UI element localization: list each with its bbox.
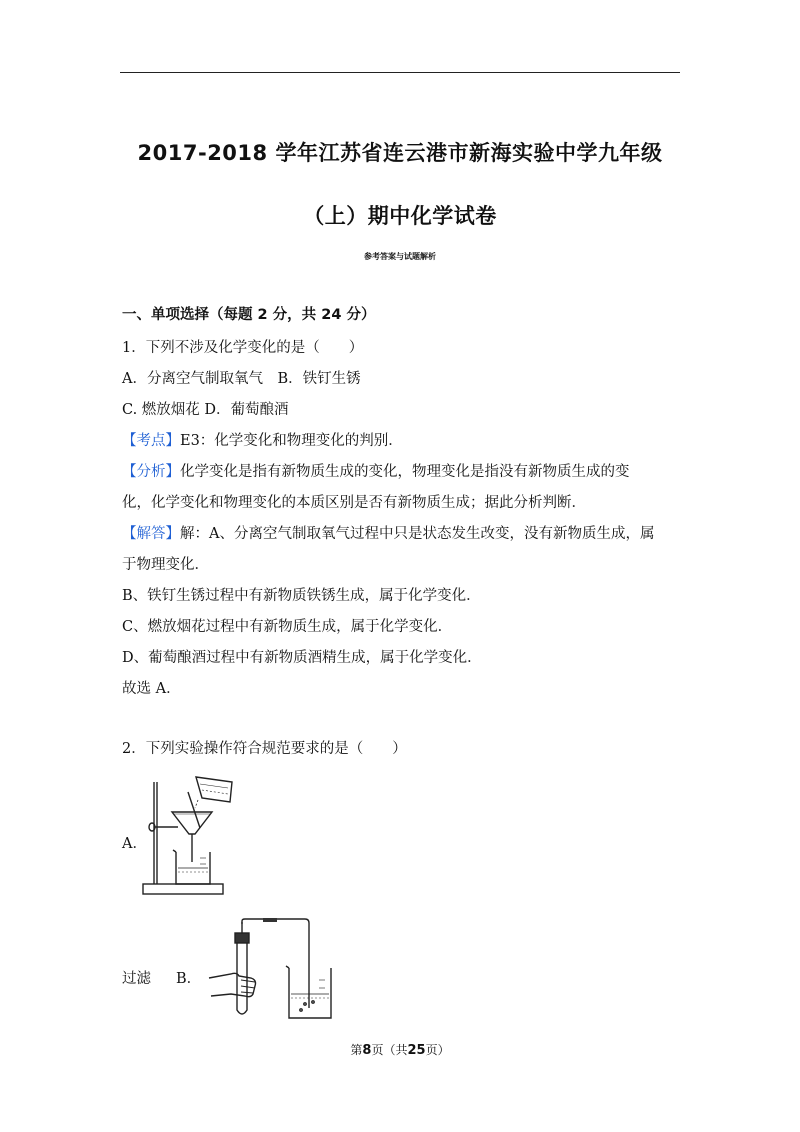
jieda-tag: 【解答】 (122, 526, 180, 542)
q2-option-b-label: B． (176, 971, 202, 987)
q1-fenxi (122, 460, 630, 481)
footer-prefix: 第 (350, 1043, 363, 1057)
q1-options-ab: A．分离空气制取氧气 B．铁钉生锈 (122, 371, 361, 387)
q1-jieda-cont: 于物理变化． (122, 557, 209, 573)
q1-kaodian (122, 429, 403, 450)
filtration-apparatus-figure (140, 772, 240, 902)
header-rule (120, 72, 680, 73)
footer-total-pages: 25 (407, 1043, 426, 1058)
q2-option-a-caption: 过滤 (122, 971, 151, 987)
airtightness-check-figure (205, 918, 340, 1022)
fenxi-text1: 化学变化是指有新物质生成的变化，物理变化是指没有新物质生成的变 (180, 464, 630, 480)
q1-fenxi-cont: 化，化学变化和物理变化的本质区别是否有新物质生成；据此分析判断． (122, 495, 586, 511)
doc-title-line2: （上）期中化学试卷 (303, 204, 497, 228)
jieda-text1: 解：A、分离空气制取氧气过程中只是状态发生改变，没有新物质生成，属 (180, 526, 655, 542)
section-heading: 一、单项选择（每题 2 分，共 24 分） (122, 307, 376, 323)
kaodian-text: E3：化学变化和物理变化的判别． (180, 433, 403, 449)
q1-answer: 故选 A． (122, 681, 181, 697)
doc-title-line1: 2017-2018 学年江苏省连云港市新海实验中学九年级 (137, 141, 663, 165)
doc-subtitle: 参考答案与试题解析 (364, 252, 436, 261)
q1-jieda (122, 522, 654, 543)
q1-line-b: B、铁钉生锈过程中有新物质铁锈生成，属于化学变化． (122, 588, 481, 604)
kaodian-tag: 【考点】 (122, 433, 180, 449)
fenxi-tag: 【分析】 (122, 464, 180, 480)
page-footer (0, 1041, 800, 1058)
footer-suffix: 页） (425, 1043, 450, 1057)
q2-stem: 2．下列实验操作符合规范要求的是（ ） (122, 741, 407, 757)
q1-line-d: D、葡萄酿酒过程中有新物质酒精生成，属于化学变化． (122, 650, 482, 666)
footer-page-number: 8 (362, 1043, 372, 1058)
q1-stem: 1．下列不涉及化学变化的是（ ） (122, 340, 364, 356)
q1-options-cd: C. 燃放烟花 D．葡萄酿酒 (122, 402, 289, 418)
q2-option-a-label: A． (122, 836, 147, 852)
q1-line-c: C、燃放烟花过程中有新物质生成，属于化学变化． (122, 619, 453, 635)
footer-middle: 页（共 (371, 1043, 408, 1057)
